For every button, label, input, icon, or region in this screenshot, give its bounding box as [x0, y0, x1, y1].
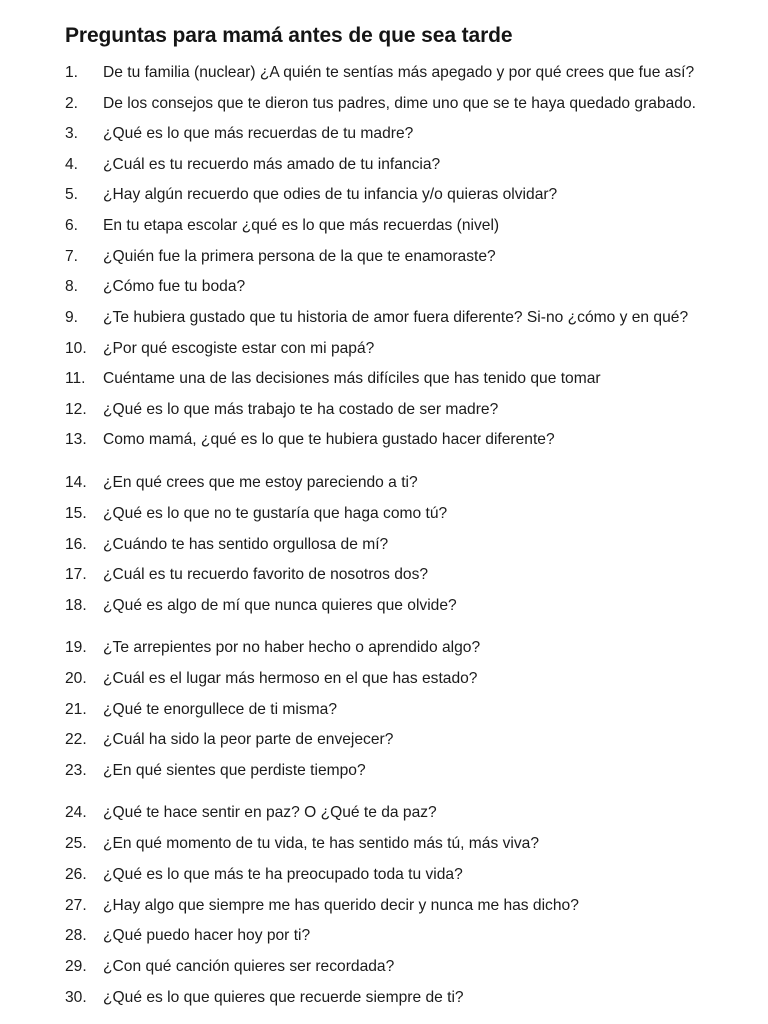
item-text: Cuéntame una de las decisiones más difíciles que has tenido que tomar [103, 370, 601, 387]
item-number: 16. [65, 536, 87, 553]
item-text: ¿Qué te enorgullece de ti misma? [103, 701, 338, 718]
item-text: De los consejos que te dieron tus padres, dime uno que se te haya quedado grabado. [103, 95, 696, 112]
item-text: ¿Qué te hace sentir en paz? O ¿Qué te da paz? [103, 804, 437, 821]
item-number: 27. [65, 897, 87, 914]
item-text: ¿Quién fue la primera persona de la que te enamoraste? [103, 248, 496, 265]
item-number: 14. [65, 474, 87, 491]
item-number: 20. [65, 670, 87, 687]
item-text: ¿Cuál es el lugar más hermoso en el que has estado? [103, 670, 478, 687]
item-number: 11. [65, 370, 86, 387]
item-text: ¿Cómo fue tu boda? [103, 278, 246, 295]
item-number: 6. [65, 217, 79, 234]
item-text: ¿Hay algún recuerdo que odies de tu infancia y/o quieras olvidar? [103, 186, 558, 203]
item-text: ¿Cuál ha sido la peor parte de envejecer? [103, 731, 394, 748]
item-number: 2. [65, 95, 79, 112]
item-number: 26. [65, 866, 87, 883]
item-number: 24. [65, 804, 87, 821]
item-text: ¿Cuál es tu recuerdo más amado de tu infancia? [103, 156, 441, 173]
item-text: ¿Te arrepientes por no haber hecho o aprendido algo? [103, 639, 481, 656]
item-number: 21. [65, 701, 87, 718]
item-number: 29. [65, 958, 87, 975]
item-text: ¿Qué es lo que no te gustaría que haga como tú? [103, 505, 448, 522]
item-number: 9. [65, 309, 79, 326]
item-number: 10. [65, 340, 87, 357]
item-number: 22. [65, 731, 87, 748]
item-text: ¿Te hubiera gustado que tu historia de amor fuera diferente? Si-no ¿cómo y en qué? [103, 309, 689, 326]
item-number: 4. [65, 156, 79, 173]
item-number: 12. [65, 401, 87, 418]
item-number: 15. [65, 505, 87, 522]
item-number: 3. [65, 125, 79, 142]
item-text: ¿En qué momento de tu vida, te has sentido más tú, más viva? [103, 835, 539, 852]
item-number: 7. [65, 248, 79, 265]
item-text: ¿Qué es lo que más recuerdas de tu madre? [103, 125, 414, 142]
item-text: ¿Qué es algo de mí que nunca quieres que olvide? [103, 597, 457, 614]
item-number: 1. [65, 64, 79, 81]
item-number: 5. [65, 186, 79, 203]
item-number: 8. [65, 278, 79, 295]
item-number: 28. [65, 927, 87, 944]
item-number: 18. [65, 597, 87, 614]
page-title: Preguntas para mamá antes de que sea tarde [65, 24, 513, 47]
item-text: ¿Hay algo que siempre me has querido decir y nunca me has dicho? [103, 897, 579, 914]
item-text: En tu etapa escolar ¿qué es lo que más recuerdas (nivel) [103, 217, 500, 234]
item-text: ¿Qué es lo que quieres que recuerde siempre de ti? [103, 989, 464, 1006]
item-text: ¿Qué es lo que más te ha preocupado toda tu vida? [103, 866, 463, 883]
item-number: 13. [65, 431, 87, 448]
item-text: De tu familia (nuclear) ¿A quién te sentías más apegado y por qué crees que fue así? [103, 64, 695, 81]
item-text: ¿Por qué escogiste estar con mi papá? [103, 340, 375, 357]
item-text: ¿Cuál es tu recuerdo favorito de nosotros dos? [103, 566, 429, 583]
item-text: ¿En qué sientes que perdiste tiempo? [103, 762, 366, 779]
item-text: ¿Cuándo te has sentido orgullosa de mí? [103, 536, 389, 553]
item-number: 30. [65, 989, 87, 1006]
item-text: ¿Qué es lo que más trabajo te ha costado de ser madre? [103, 401, 499, 418]
item-text: ¿En qué crees que me estoy pareciendo a ti? [103, 474, 418, 491]
item-number: 19. [65, 639, 87, 656]
item-text: Como mamá, ¿qué es lo que te hubiera gustado hacer diferente? [103, 431, 555, 448]
item-number: 23. [65, 762, 87, 779]
item-text: ¿Con qué canción quieres ser recordada? [103, 958, 395, 975]
item-text: ¿Qué puedo hacer hoy por ti? [103, 927, 311, 944]
item-number: 17. [65, 566, 87, 583]
item-number: 25. [65, 835, 87, 852]
